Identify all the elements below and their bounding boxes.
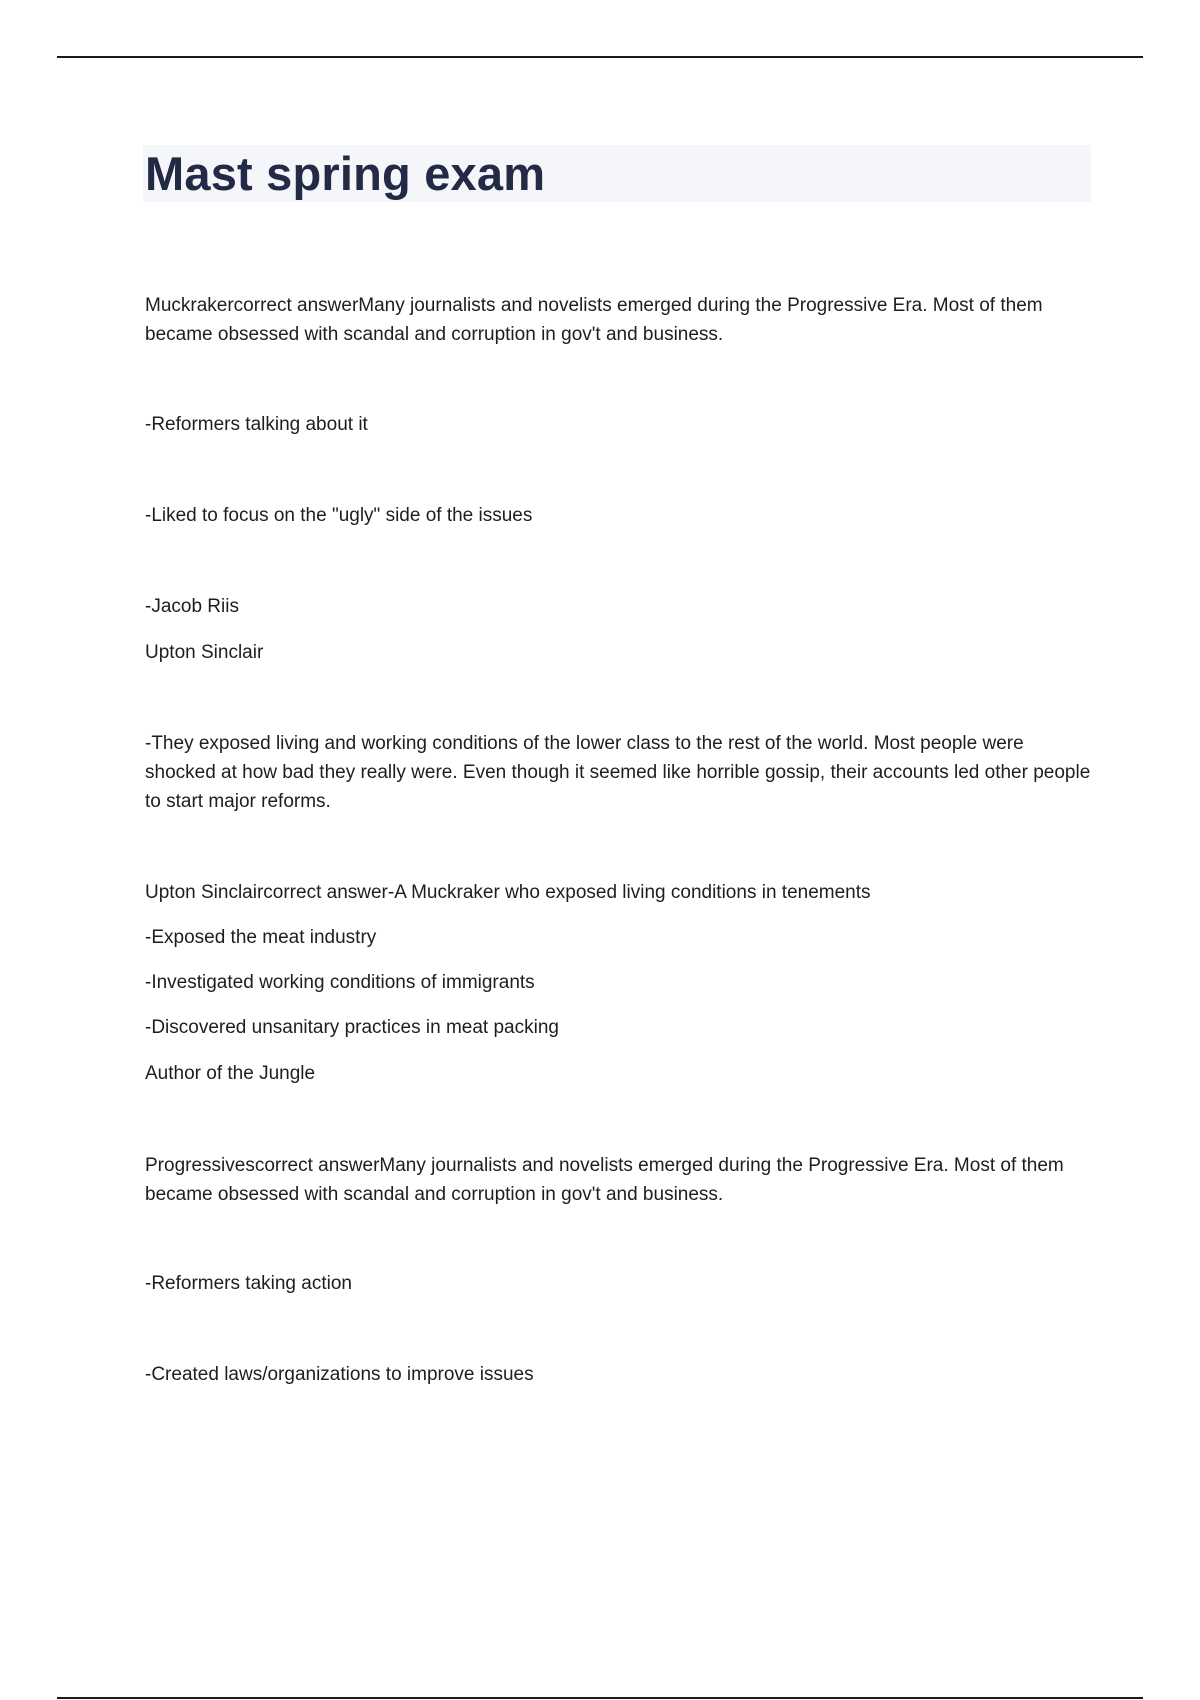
paragraph-created-laws: -Created laws/organizations to improve issues	[145, 1364, 534, 1385]
paragraph-meat-packing: -Discovered unsanitary practices in meat packing	[145, 1017, 559, 1038]
paragraph-reformers-talking: -Reformers talking about it	[145, 414, 368, 435]
paragraph-meat-industry: -Exposed the meat industry	[145, 927, 377, 948]
paragraph-author-jungle: Author of the Jungle	[145, 1063, 316, 1084]
paragraph-immigrant-conditions: -Investigated working conditions of immigrants	[145, 972, 535, 993]
paragraph-muckraker-definition: Muckrakercorrect answerMany journalists and novelists emerged during the Progressive Era. Most of them became obsessed with scandal and corruption in gov't and business.	[145, 295, 1043, 345]
paragraph-ugly-side: -Liked to focus on the "ugly" side of the issues	[145, 505, 533, 526]
paragraph-sinclair-definition: Upton Sinclaircorrect answer-A Muckraker who exposed living conditions in tenements	[145, 882, 871, 903]
paragraph-progressives-definition: Progressivescorrect answerMany journalists and novelists emerged during the Progressive Era. Most of them became obsessed with scandal and corruption in gov't and business.	[145, 1155, 1064, 1205]
footer-rule	[57, 1697, 1143, 1699]
paragraph-upton-sinclair: Upton Sinclair	[145, 642, 264, 663]
page-title: Mast spring exam	[145, 147, 546, 200]
header-rule	[57, 56, 1143, 58]
paragraph-reformers-action: -Reformers taking action	[145, 1273, 352, 1294]
paragraph-jacob-riis: -Jacob Riis	[145, 596, 239, 617]
paragraph-exposed-conditions: -They exposed living and working conditions of the lower class to the rest of the world. Most people were shocked at how bad they really were. Even though it seemed like horrible gossip, their accounts led other people to start major reforms.	[145, 733, 1091, 812]
